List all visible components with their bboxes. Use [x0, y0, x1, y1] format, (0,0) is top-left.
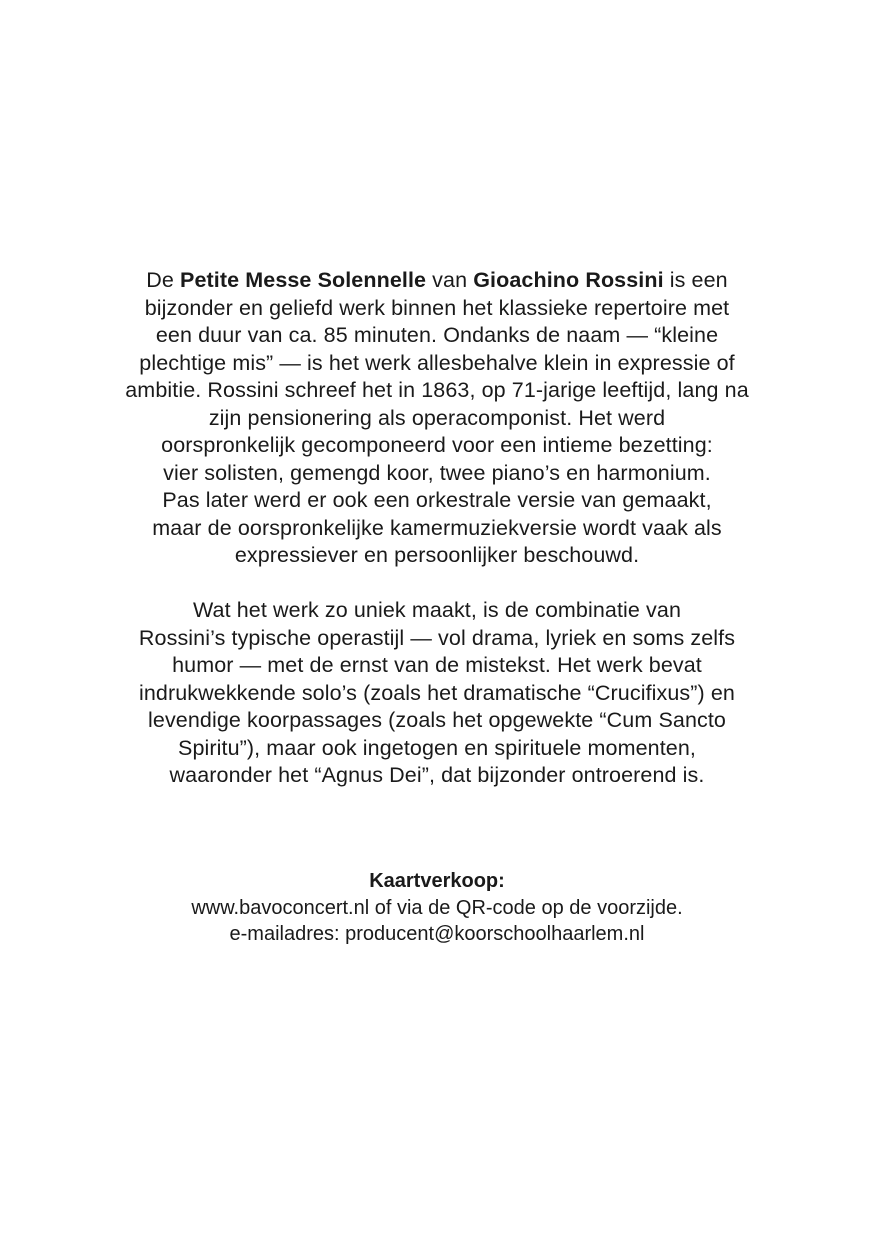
text-line: humor — met de ernst van de mistekst. Het werk bevat	[172, 653, 702, 677]
work-title: Petite Messe Solennelle	[180, 268, 427, 292]
ticket-sales-section	[60, 868, 814, 948]
text-line: plechtige mis” — is het werk allesbehalve klein in expressie of	[139, 350, 735, 375]
text-line: expressiever en persoonlijker beschouwd.	[234, 543, 640, 567]
text-line: vier solisten, gemengd koor, twee piano’s en harmonium.	[163, 460, 711, 485]
text-line	[60, 267, 814, 295]
text-line: bijzonder en geliefd werk binnen het klassieke repertoire met	[144, 295, 730, 320]
ticket-sales-heading: Kaartverkoop:	[369, 870, 505, 892]
text-line: oorspronkelijk gecomponeerd voor een intieme bezetting:	[161, 433, 713, 457]
text-fragment: De	[146, 268, 181, 292]
text-line: levendige koorpassages (zoals het opgewekte “Cum Sancto	[148, 708, 726, 732]
composer-name: Gioachino Rossini	[473, 268, 664, 292]
text-line: zijn pensionering als operacomponist. Het werd	[208, 405, 666, 430]
ticket-sales-email: e-mailadres: producent@koorschoolhaarlem.nl	[229, 923, 645, 945]
intro-paragraph	[60, 267, 814, 570]
text-line: een duur van ca. 85 minuten. Ondanks de naam — “kleine	[155, 323, 719, 347]
text-fragment: van	[426, 268, 474, 292]
text-line: Wat het werk zo uniek maakt, is de combinatie van	[192, 598, 682, 622]
text-line: Pas later werd er ook een orkestrale versie van gemaakt,	[162, 488, 712, 512]
text-line: Spiritu”), maar ook ingetogen en spirituele momenten,	[178, 735, 696, 760]
text-line: maar de oorspronkelijke kamermuziekversie wordt vaak als	[152, 515, 722, 540]
text-line: ambitie. Rossini schreef het in 1863, op 71-jarige leeftijd, lang na	[125, 378, 749, 402]
text-fragment: is een	[663, 268, 728, 292]
ticket-sales-website: www.bavoconcert.nl of via de QR-code op de voorzijde.	[191, 896, 683, 919]
text-line: waaronder het “Agnus Dei”, dat bijzonder ontroerend is.	[169, 763, 705, 787]
text-line: indrukwekkende solo’s (zoals het dramatische “Crucifixus”) en	[138, 680, 735, 705]
text-line: Rossini’s typische operastijl — vol drama, lyriek en soms zelfs	[138, 625, 736, 650]
description-paragraph	[60, 597, 814, 790]
